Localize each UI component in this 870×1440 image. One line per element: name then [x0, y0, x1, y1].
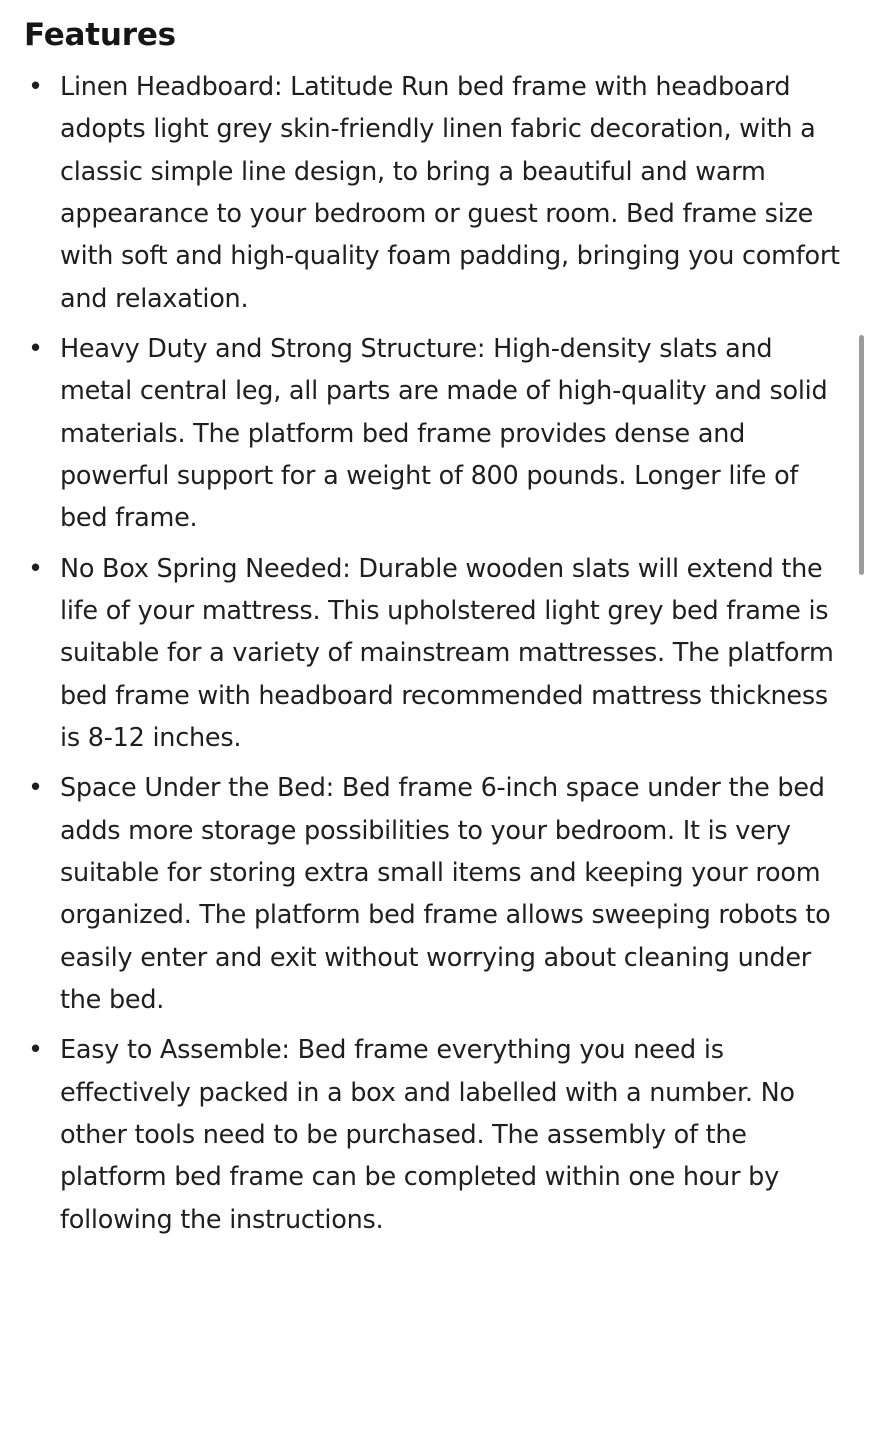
list-item-text: Space Under the Bed: Bed frame 6-inch space under the bed adds more storage possibilities to your bedroom. It is very suitable for storing extra small items and keeping your room organized. The platform bed frame allows sweeping robots to easily enter and exit without worrying about cleaning under the bed.	[60, 773, 831, 1015]
list-item	[24, 767, 840, 1021]
list-item-text: No Box Spring Needed: Durable wooden slats will extend the life of your mattress. This upholstered light grey bed frame is suitable for a variety of mainstream mattresses. The platform bed frame with headboard recommended mattress thickness is 8-12 inches.	[60, 553, 834, 754]
list-item	[24, 66, 840, 320]
bullet-icon: •	[28, 773, 43, 804]
scrollbar-track[interactable]	[858, 0, 864, 1440]
list-item	[24, 548, 840, 760]
list-item	[24, 328, 840, 540]
bullet-icon: •	[28, 334, 43, 365]
bullet-icon: •	[28, 72, 43, 103]
list-item	[24, 1029, 840, 1241]
list-item-text: Easy to Assemble: Bed frame everything you need is effectively packed in a box and labelled with a number. No other tools need to be purchased. The assembly of the platform bed frame can be completed within one hour by following the instructions.	[60, 1035, 795, 1235]
scrollbar-thumb[interactable]	[859, 335, 864, 575]
list-item-text: Heavy Duty and Strong Structure: High-density slats and metal central leg, all parts are made of high-quality and solid materials. The platform bed frame provides dense and powerful support for a weight of 800 pounds. Longer life of bed frame.	[60, 334, 828, 534]
page-title: Features	[24, 17, 176, 53]
bullet-icon: •	[28, 553, 43, 584]
bullet-icon: •	[28, 1035, 43, 1066]
features-list	[24, 66, 840, 1241]
list-item-text: Linen Headboard: Latitude Run bed frame with headboard adopts light grey skin-friendly linen fabric decoration, with a classic simple line design, to bring a beautiful and warm appearance to your bedroom or guest room. Bed frame size with soft and high-quality foam padding, bringing you comfort and relaxation.	[60, 72, 840, 314]
